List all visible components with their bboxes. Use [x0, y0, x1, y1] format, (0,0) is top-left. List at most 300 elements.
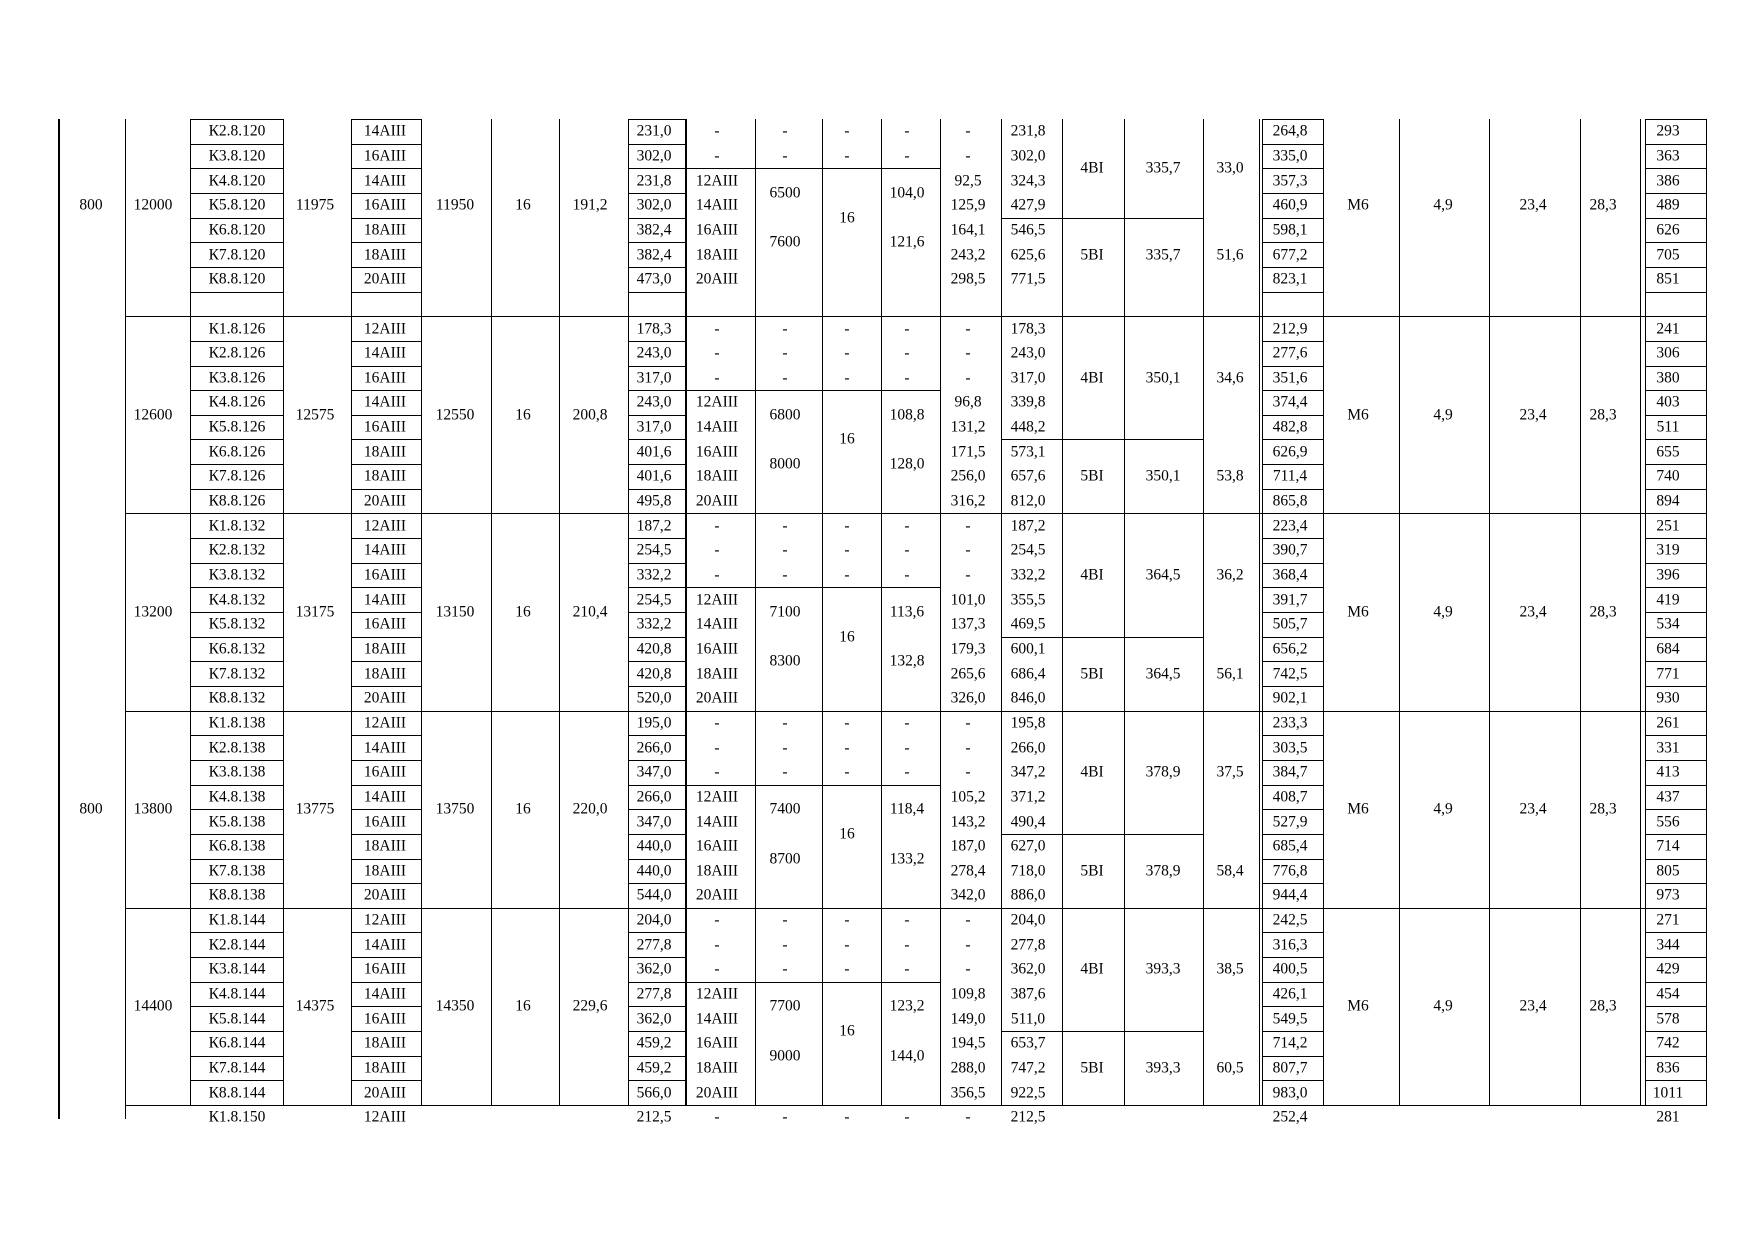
steel-length-a: 7100 [769, 603, 801, 621]
left-outer-border [58, 119, 60, 1119]
boxed-cell-rule-1 [351, 144, 422, 145]
length-3: 14350 [435, 997, 475, 1015]
row-last: 626 [1656, 221, 1680, 239]
column-divider-9 [1124, 119, 1125, 1105]
row-mark: К6.8.126 [208, 443, 266, 461]
row-m3: - [782, 739, 788, 757]
row-sum: 469,5 [1010, 615, 1046, 633]
boxed-cell-rule-3 [1262, 242, 1324, 243]
boxed-cell-rule-2 [628, 1080, 686, 1081]
row-mark: К7.8.138 [208, 862, 266, 880]
row-m6: 131,2 [950, 418, 986, 436]
row-mark: К1.8.126 [208, 320, 266, 338]
row-mark: К3.8.138 [208, 763, 266, 781]
row-m2: 14АIII [695, 418, 739, 436]
boxed-cell-rule-3 [1262, 612, 1324, 613]
steel-rule [686, 168, 822, 169]
row-reb: 16АIII [363, 566, 407, 584]
boxed-cell-rule-1 [351, 785, 422, 786]
row-sum: 600,1 [1010, 640, 1046, 658]
row-last: 363 [1656, 147, 1680, 165]
row-last: 973 [1656, 886, 1680, 904]
row-reb: 14АIII [363, 788, 407, 806]
row-tot: 711,4 [1272, 467, 1308, 485]
boxed-cell-rule-1 [351, 982, 422, 983]
concrete-volume-2: 393,3 [1145, 1059, 1181, 1077]
steel-length-b: 8000 [769, 455, 801, 473]
row-reb: 14АIII [363, 393, 407, 411]
row-m2: 18АIII [695, 467, 739, 485]
row-sum: 546,5 [1010, 221, 1046, 239]
mass-value: 229,6 [572, 997, 608, 1015]
row-mark: К2.8.120 [208, 122, 266, 140]
boxed-cell-rule-0 [190, 785, 284, 786]
row-m2: 18АIII [695, 1059, 739, 1077]
row-m6: 356,5 [950, 1084, 986, 1102]
row-mark: К6.8.120 [208, 221, 266, 239]
boxed-cell-rule-3 [1262, 119, 1324, 120]
row-sum: 747,2 [1010, 1059, 1046, 1077]
column-divider-14 [1580, 119, 1581, 1105]
boxed-cell-rule-4 [1645, 489, 1707, 490]
row-m2: - [714, 122, 720, 140]
row-sum: 718,0 [1010, 862, 1046, 880]
boxed-cell-rule-0 [190, 1031, 284, 1032]
row-last: 851 [1656, 270, 1680, 288]
row-m4: - [844, 911, 850, 929]
row-m6: 92,5 [954, 172, 982, 190]
boxed-cell-rule-2 [628, 1006, 686, 1007]
boxed-cell-rule-1 [351, 735, 422, 736]
concrete-split-rule [1001, 1031, 1063, 1032]
boxed-cell-rule-4 [1645, 612, 1707, 613]
row-last: 396 [1656, 566, 1680, 584]
anchor-value-2: 23,4 [1519, 406, 1547, 424]
boxed-cell-rule-1 [351, 341, 422, 342]
boxed-cell-rule-0 [190, 168, 284, 169]
boxed-cell-rule-2 [628, 168, 686, 169]
bar-diameter: 16 [839, 628, 855, 646]
boxed-cell-rule-0 [190, 563, 284, 564]
steel-rule [686, 587, 822, 588]
boxed-cell-rule-4 [1645, 464, 1707, 465]
row-reb: 18АIII [363, 837, 407, 855]
column-divider-10 [1203, 119, 1204, 1105]
row-m3: - [782, 541, 788, 559]
steel-rule [686, 390, 822, 391]
row-m1: 254,5 [636, 541, 672, 559]
row-reb: 18АIII [363, 665, 407, 683]
row-mark: К4.8.138 [208, 788, 266, 806]
boxed-cell-rule-0 [190, 390, 284, 391]
row-sum: 195,8 [1010, 714, 1046, 732]
row-m1: 440,0 [636, 837, 672, 855]
column-divider-4 [822, 119, 823, 1105]
row-sum: 627,0 [1010, 837, 1046, 855]
boxed-cell-rule-0 [190, 637, 284, 638]
boxed-cell-rule-1 [351, 957, 422, 958]
row-m6: - [965, 936, 971, 954]
boxed-cell-rule-3 [1262, 563, 1324, 564]
boxed-cell-rule-1 [351, 1006, 422, 1007]
boxed-cell-rule-1 [351, 1031, 422, 1032]
row-reb: 14АIII [363, 591, 407, 609]
row-sum: 254,5 [1010, 541, 1046, 559]
row-m2: 12АIII [695, 393, 739, 411]
boxed-cell-rule-2 [628, 735, 686, 736]
row-reb: 16АIII [363, 196, 407, 214]
steel-mass-a: 104,0 [889, 184, 925, 202]
row-last: 344 [1656, 936, 1680, 954]
row-reb: 14АIII [363, 739, 407, 757]
row-m1: 473,0 [636, 270, 672, 288]
girder-width: 800 [79, 800, 103, 818]
boxed-cell-rule-1 [351, 859, 422, 860]
column-divider-0 [491, 119, 492, 1105]
anchor-value-3: 28,3 [1589, 603, 1617, 621]
row-m2: 14АIII [695, 615, 739, 633]
row-m2: 20АIII [695, 689, 739, 707]
row-sum: 657,6 [1010, 467, 1046, 485]
concrete-class-2: 5BI [1080, 665, 1104, 683]
count-value: 16 [515, 800, 531, 818]
row-sum: 812,0 [1010, 492, 1046, 510]
row-m1: 347,0 [636, 763, 672, 781]
span-length: 13800 [133, 800, 173, 818]
steel-mass-a: 118,4 [889, 800, 925, 818]
row-m4: - [844, 763, 850, 781]
row-mark: К1.8.144 [208, 911, 266, 929]
boxed-cell-rule-1 [351, 193, 422, 194]
row-tot: 598,1 [1272, 221, 1308, 239]
row-m5: - [904, 1108, 910, 1126]
boxed-cell-rule-1 [351, 563, 422, 564]
row-m4: - [844, 344, 850, 362]
row-m1: 243,0 [636, 344, 672, 362]
boxed-cell-rule-2 [628, 957, 686, 958]
row-sum: 339,8 [1010, 393, 1046, 411]
row-m3: - [782, 960, 788, 978]
row-m2: 20АIII [695, 886, 739, 904]
steel-length-a: 6800 [769, 406, 801, 424]
boxed-cell-rule-4 [1645, 785, 1707, 786]
boxed-cell-rule-3 [1262, 1080, 1324, 1081]
row-m6: 149,0 [950, 1010, 986, 1028]
row-m1: 302,0 [636, 147, 672, 165]
row-m6: 243,2 [950, 246, 986, 264]
concrete-split-rule [1062, 439, 1203, 440]
row-last: 403 [1656, 393, 1680, 411]
row-m6: 164,1 [950, 221, 986, 239]
boxed-cell-rule-2 [628, 809, 686, 810]
group-separator-4 [125, 908, 1645, 909]
anchor-value-2: 23,4 [1519, 196, 1547, 214]
boxed-cell-rule-3 [1262, 292, 1324, 293]
row-m3: - [782, 517, 788, 535]
mass-value: 191,2 [572, 196, 608, 214]
row-tot: 944,4 [1272, 886, 1308, 904]
concrete-volume-1: 378,9 [1145, 763, 1181, 781]
boxed-cell-rule-4 [1645, 587, 1707, 588]
row-m3: - [782, 911, 788, 929]
row-m1: 178,3 [636, 320, 672, 338]
row-reb: 16АIII [363, 960, 407, 978]
row-m1: 382,4 [636, 246, 672, 264]
row-m6: - [965, 911, 971, 929]
boxed-cell-rule-2 [628, 563, 686, 564]
concrete-volume-1: 350,1 [1145, 369, 1181, 387]
row-m1: 231,0 [636, 122, 672, 140]
steel-rule [686, 982, 822, 983]
row-tot: 303,5 [1272, 739, 1308, 757]
row-m4: - [844, 1108, 850, 1126]
boxed-cell-rule-0 [190, 119, 284, 120]
boxed-cell-rule-4 [1645, 242, 1707, 243]
boxed-cell-rule-3 [1262, 661, 1324, 662]
row-m1: 332,2 [636, 615, 672, 633]
row-m2: - [714, 1108, 720, 1126]
row-last: 684 [1656, 640, 1680, 658]
concrete-split-rule [1001, 439, 1063, 440]
group-separator-5 [125, 1105, 1645, 1106]
steel-length-a: 7700 [769, 997, 801, 1015]
row-last: 1011 [1652, 1084, 1684, 1102]
row-m3: - [782, 122, 788, 140]
row-last: 293 [1656, 122, 1680, 140]
boxed-cell-rule-2 [628, 390, 686, 391]
row-m6: 288,0 [950, 1059, 986, 1077]
row-last: 437 [1656, 788, 1680, 806]
row-last: 578 [1656, 1010, 1680, 1028]
steel-mass-b: 133,2 [889, 850, 925, 867]
row-reb: 14АIII [363, 122, 407, 140]
row-m1: 332,2 [636, 566, 672, 584]
boxed-cell-rule-3 [1262, 735, 1324, 736]
row-sum: 427,9 [1010, 196, 1046, 214]
boxed-cell-rule-0 [190, 932, 284, 933]
row-m4: - [844, 517, 850, 535]
row-m4: - [844, 147, 850, 165]
concrete-mass-1: 38,5 [1216, 960, 1244, 978]
girder-width: 800 [79, 196, 103, 214]
anchor-value-3: 28,3 [1589, 997, 1617, 1015]
row-reb: 20АIII [363, 689, 407, 707]
row-m1: 459,2 [636, 1034, 672, 1052]
row-m6: - [965, 541, 971, 559]
boxed-cell-rule-3 [1262, 218, 1324, 219]
row-reb: 14АIII [363, 172, 407, 190]
column-divider-8 [1062, 119, 1063, 1105]
boxed-cell-rule-1 [351, 415, 422, 416]
concrete-split-rule [1062, 218, 1203, 219]
row-reb: 16АIII [363, 615, 407, 633]
row-reb: 12АIII [363, 320, 407, 338]
row-tot: 316,3 [1272, 936, 1308, 954]
boxed-cell-rule-2 [628, 489, 686, 490]
row-reb: 12АIII [363, 1108, 407, 1126]
column-divider-11 [1259, 119, 1260, 1105]
row-m2: 16АIII [695, 1034, 739, 1052]
row-tot: 212,9 [1272, 320, 1308, 338]
boxed-cell-rule-3 [1262, 267, 1324, 268]
row-m2: 20АIII [695, 270, 739, 288]
row-reb: 12АIII [363, 911, 407, 929]
row-m6: 278,4 [950, 862, 986, 880]
row-reb: 12АIII [363, 517, 407, 535]
row-m6: - [965, 960, 971, 978]
boxed-cell-rule-1 [351, 637, 422, 638]
boxed-cell-rule-2 [628, 932, 686, 933]
row-tot: 460,9 [1272, 196, 1308, 214]
anchor-value-3: 28,3 [1589, 406, 1617, 424]
boxed-cell-rule-4 [1645, 711, 1707, 712]
boxed-cell-rule-2 [628, 982, 686, 983]
row-m1: 254,5 [636, 591, 672, 609]
boxed-cell-rule-4 [1645, 267, 1707, 268]
row-m1: 243,0 [636, 393, 672, 411]
anchor-value-1: 4,9 [1433, 997, 1453, 1015]
row-m4: - [844, 541, 850, 559]
row-tot: 527,9 [1272, 813, 1308, 831]
row-mark: К1.8.150 [208, 1108, 266, 1126]
boxed-cell-rule-0 [190, 809, 284, 810]
row-tot: 264,8 [1272, 122, 1308, 140]
row-mark: К5.8.138 [208, 813, 266, 831]
row-m5: - [904, 936, 910, 954]
concrete-class-1: 4BI [1080, 159, 1104, 177]
steel-mass-a: 113,6 [889, 603, 925, 621]
row-m2: - [714, 541, 720, 559]
row-tot: 505,7 [1272, 615, 1308, 633]
row-m4: - [844, 960, 850, 978]
row-m1: 266,0 [636, 788, 672, 806]
span-length: 12600 [133, 406, 173, 424]
row-mark: К5.8.144 [208, 1010, 266, 1028]
row-mark: К1.8.138 [208, 714, 266, 732]
row-m6: - [965, 517, 971, 535]
count-value: 16 [515, 406, 531, 424]
row-m5: - [904, 566, 910, 584]
row-sum: 355,5 [1010, 591, 1046, 609]
boxed-cell-rule-4 [1645, 760, 1707, 761]
row-last: 251 [1656, 517, 1680, 535]
row-m6: 298,5 [950, 270, 986, 288]
count-value: 16 [515, 196, 531, 214]
anchor-value-1: 4,9 [1433, 800, 1453, 818]
length-3: 13750 [435, 800, 475, 818]
boxed-cell-rule-0 [190, 538, 284, 539]
row-m2: - [714, 960, 720, 978]
concrete-class-2: 5BI [1080, 467, 1104, 485]
row-last: 271 [1656, 911, 1680, 929]
boxed-cell-rule-2 [628, 439, 686, 440]
boxed-cell-rule-0 [190, 193, 284, 194]
row-mark: К4.8.132 [208, 591, 266, 609]
row-m6: - [965, 763, 971, 781]
boxed-cell-rule-2 [628, 144, 686, 145]
boxed-cell-rule-3 [1262, 439, 1324, 440]
row-reb: 16АIII [363, 418, 407, 436]
boxed-cell-rule-2 [628, 242, 686, 243]
row-sum: 387,6 [1010, 985, 1046, 1003]
anchor-value-1: 4,9 [1433, 196, 1453, 214]
boxed-cell-rule-3 [1262, 859, 1324, 860]
row-reb: 16АIII [363, 147, 407, 165]
steel-length-b: 9000 [769, 1047, 801, 1065]
row-sum: 347,2 [1010, 763, 1046, 781]
steel-mass-b: 128,0 [889, 455, 925, 473]
row-tot: 656,2 [1272, 640, 1308, 658]
row-m1: 362,0 [636, 1010, 672, 1028]
boxed-cell-rule-3 [1262, 366, 1324, 367]
column-divider-6 [940, 119, 941, 1105]
row-tot: 242,5 [1272, 911, 1308, 929]
row-m1: 212,5 [636, 1108, 672, 1126]
boxed-cell-rule-1 [351, 242, 422, 243]
row-m1: 195,0 [636, 714, 672, 732]
row-m4: - [844, 122, 850, 140]
boxed-cell-rule-4 [1645, 735, 1707, 736]
boxed-cell-rule-2 [628, 267, 686, 268]
row-m5: - [904, 122, 910, 140]
anchor-value-2: 23,4 [1519, 603, 1547, 621]
boxed-cell-rule-4 [1645, 1006, 1707, 1007]
row-tot: 823,1 [1272, 270, 1308, 288]
row-sum: 371,2 [1010, 788, 1046, 806]
length-2: 13775 [295, 800, 335, 818]
row-m4: - [844, 369, 850, 387]
row-m6: 179,3 [950, 640, 986, 658]
boxed-cell-rule-4 [1645, 292, 1707, 293]
boxed-cell-rule-2 [628, 587, 686, 588]
boxed-cell-rule-0 [190, 686, 284, 687]
boxed-cell-rule-0 [190, 957, 284, 958]
boxed-cell-rule-4 [1645, 809, 1707, 810]
row-m2: 16АIII [695, 640, 739, 658]
length-3: 13150 [435, 603, 475, 621]
boxed-cell-rule-4 [1645, 1056, 1707, 1057]
boxed-cell-rule-3 [1262, 1056, 1324, 1057]
column-divider-1 [559, 119, 560, 1105]
row-sum: 846,0 [1010, 689, 1046, 707]
row-sum: 332,2 [1010, 566, 1046, 584]
row-m6: - [965, 739, 971, 757]
span-length: 14400 [133, 997, 173, 1015]
row-tot: 408,7 [1272, 788, 1308, 806]
row-m1: 420,8 [636, 665, 672, 683]
row-sum: 511,0 [1010, 1010, 1046, 1028]
row-m1: 266,0 [636, 739, 672, 757]
boxed-cell-rule-4 [1645, 859, 1707, 860]
row-tot: 742,5 [1272, 665, 1308, 683]
boxed-cell-rule-0 [190, 834, 284, 835]
boxed-cell-rule-3 [1262, 957, 1324, 958]
row-tot: 277,6 [1272, 344, 1308, 362]
row-tot: 400,5 [1272, 960, 1308, 978]
row-mark: К8.8.132 [208, 689, 266, 707]
row-last: 836 [1656, 1059, 1680, 1077]
row-m6: 96,8 [954, 393, 982, 411]
boxed-cell-rule-1 [351, 883, 422, 884]
row-m2: 20АIII [695, 492, 739, 510]
boxed-cell-rule-1 [351, 661, 422, 662]
boxed-cell-rule-1 [351, 1080, 422, 1081]
count-value: 16 [515, 603, 531, 621]
length-2: 14375 [295, 997, 335, 1015]
boxed-cell-rule-2 [628, 661, 686, 662]
boxed-cell-rule-3 [1262, 144, 1324, 145]
row-m3: - [782, 763, 788, 781]
